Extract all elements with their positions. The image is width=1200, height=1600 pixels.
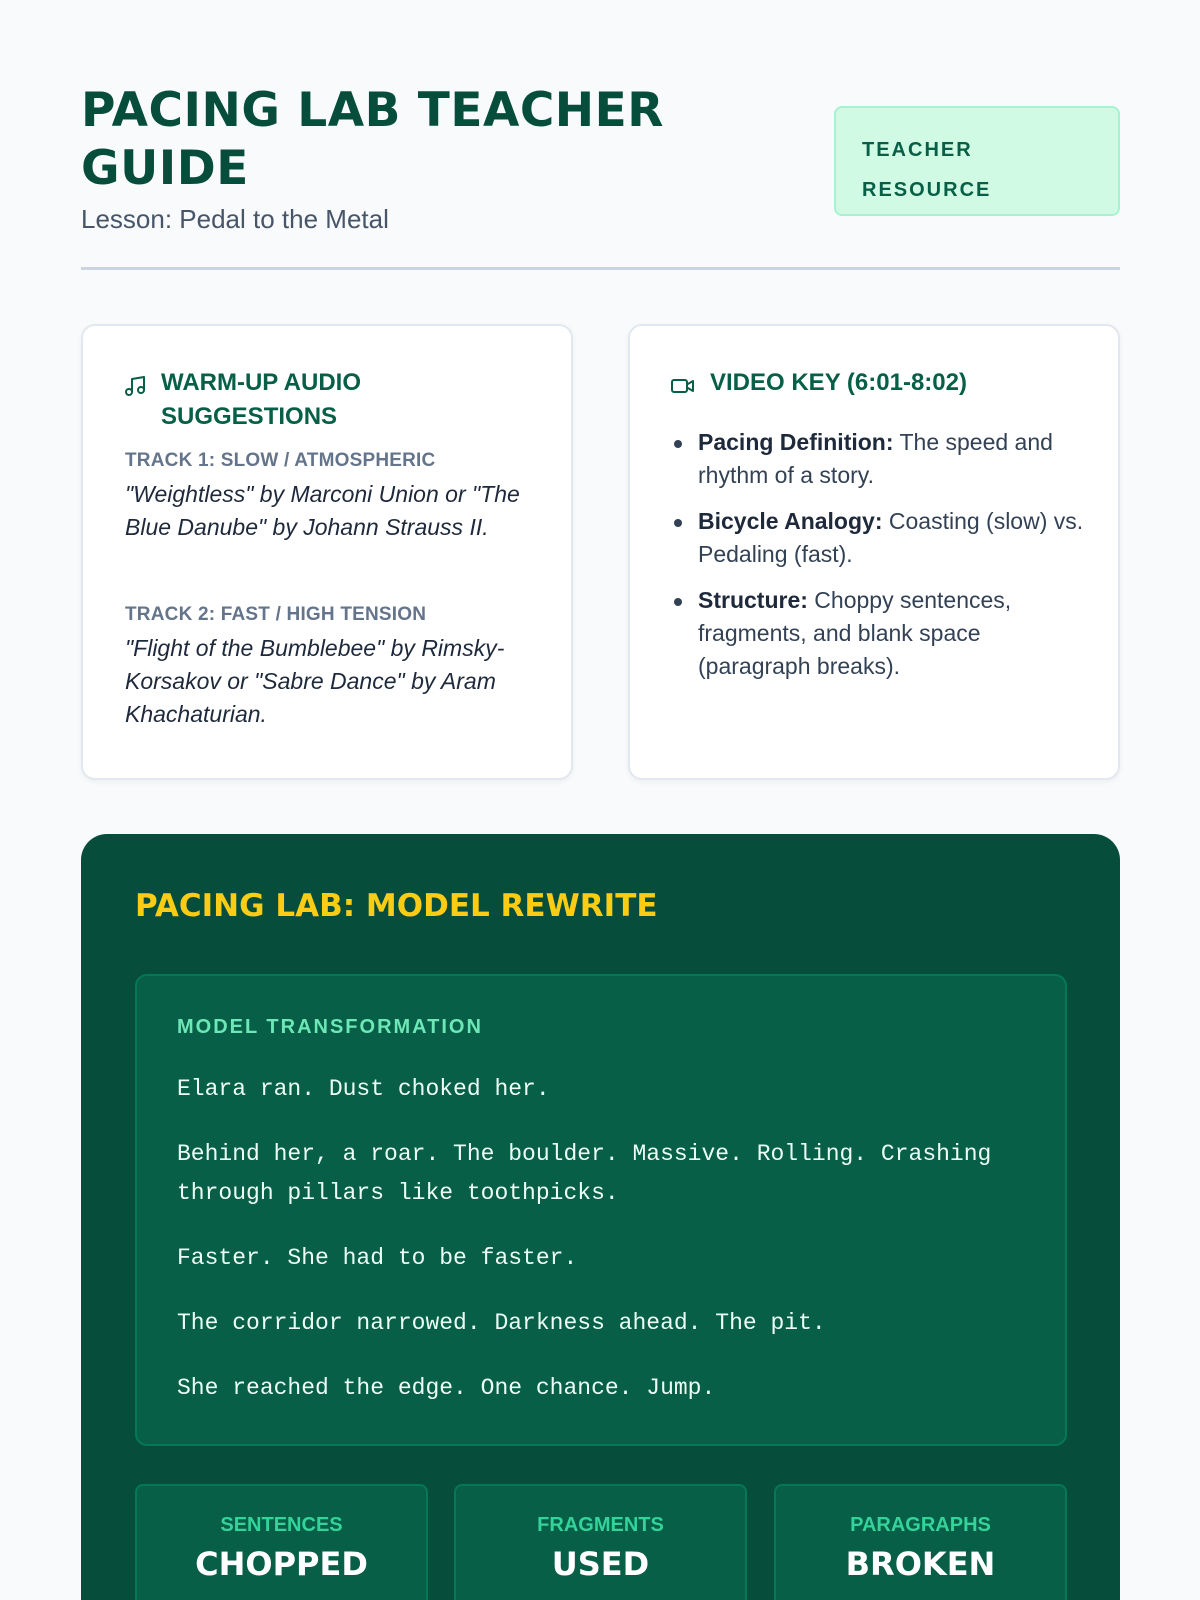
- video-camera-icon: [670, 374, 696, 398]
- list-item: [672, 426, 1092, 492]
- model-transformation-box: [135, 974, 1067, 1446]
- stat-value: CHOPPED: [195, 1545, 368, 1583]
- pacing-lab-panel: [81, 834, 1120, 1600]
- lab-title: PACING LAB: MODEL REWRITE: [135, 888, 658, 924]
- model-text: [177, 1070, 1037, 1434]
- music-note-icon: [123, 374, 147, 398]
- model-paragraph: Faster. She had to be faster.: [177, 1245, 578, 1271]
- track-label: TRACK 1: SLOW / ATMOSPHERIC: [125, 450, 436, 471]
- item-text: Coasting (slow) vs. Pedaling (fast).: [698, 508, 1084, 567]
- track-description: "Weightless" by Marconi Union or "The Blue Danube" by Johann Strauss II.: [125, 481, 520, 540]
- stat-card-paragraphs: [774, 1484, 1067, 1600]
- item-text: Choppy sentences, fragments, and blank space (paragraph breaks).: [698, 587, 1012, 679]
- list-item: [672, 584, 1092, 683]
- stat-value: BROKEN: [845, 1545, 996, 1583]
- stat-card-sentences: [135, 1484, 428, 1600]
- lesson-subtitle: Lesson: Pedal to the Metal: [81, 204, 389, 234]
- stat-label: FRAGMENTS: [537, 1514, 664, 1536]
- model-paragraph: The corridor narrowed. Darkness ahead. The pit.: [177, 1310, 826, 1336]
- warmup-audio-card: [81, 324, 573, 780]
- track-label: TRACK 2: FAST / HIGH TENSION: [125, 604, 427, 625]
- video-card-title: VIDEO KEY (6:01-8:02): [710, 369, 967, 396]
- stat-card-fragments: [454, 1484, 747, 1600]
- track-item: [125, 604, 525, 731]
- page-title: PACING LAB TEACHER GUIDE: [81, 83, 664, 196]
- item-text: The speed and rhythm of a story.: [698, 429, 1053, 488]
- info-cards: [81, 324, 1120, 780]
- video-key-list: [672, 426, 1092, 696]
- model-paragraph: She reached the edge. One chance. Jump.: [177, 1375, 716, 1401]
- list-item: [672, 505, 1092, 571]
- badge-line-1: TEACHER: [862, 139, 973, 161]
- page-header: [81, 0, 1120, 270]
- item-term: Pacing Definition:: [698, 429, 894, 455]
- item-term: Structure:: [698, 587, 808, 613]
- stat-label: PARAGRAPHS: [850, 1514, 991, 1536]
- track-description: "Flight of the Bumblebee" by Rimsky-Korsakov or "Sabre Dance" by Aram Khachaturian.: [125, 635, 505, 727]
- warmup-card-header: [123, 366, 501, 434]
- model-label: MODEL TRANSFORMATION: [177, 1016, 483, 1038]
- item-term: Bicycle Analogy:: [698, 508, 883, 534]
- badge-line-2: RESOURCE: [862, 179, 992, 201]
- warmup-card-title: WARM-UP AUDIO SUGGESTIONS: [161, 369, 361, 430]
- teacher-resource-badge: [834, 106, 1120, 216]
- model-paragraph: Elara ran. Dust choked her.: [177, 1076, 550, 1102]
- track-item: [125, 450, 525, 544]
- teacher-guide-page: [81, 0, 1120, 1583]
- stat-label: SENTENCES: [220, 1514, 343, 1536]
- stat-value: USED: [551, 1545, 650, 1583]
- video-card-header: [670, 366, 1050, 400]
- model-paragraph: Behind her, a roar. The boulder. Massive. Rolling. Crashing through pillars like toothpicks.: [177, 1141, 992, 1206]
- video-key-card: [628, 324, 1120, 780]
